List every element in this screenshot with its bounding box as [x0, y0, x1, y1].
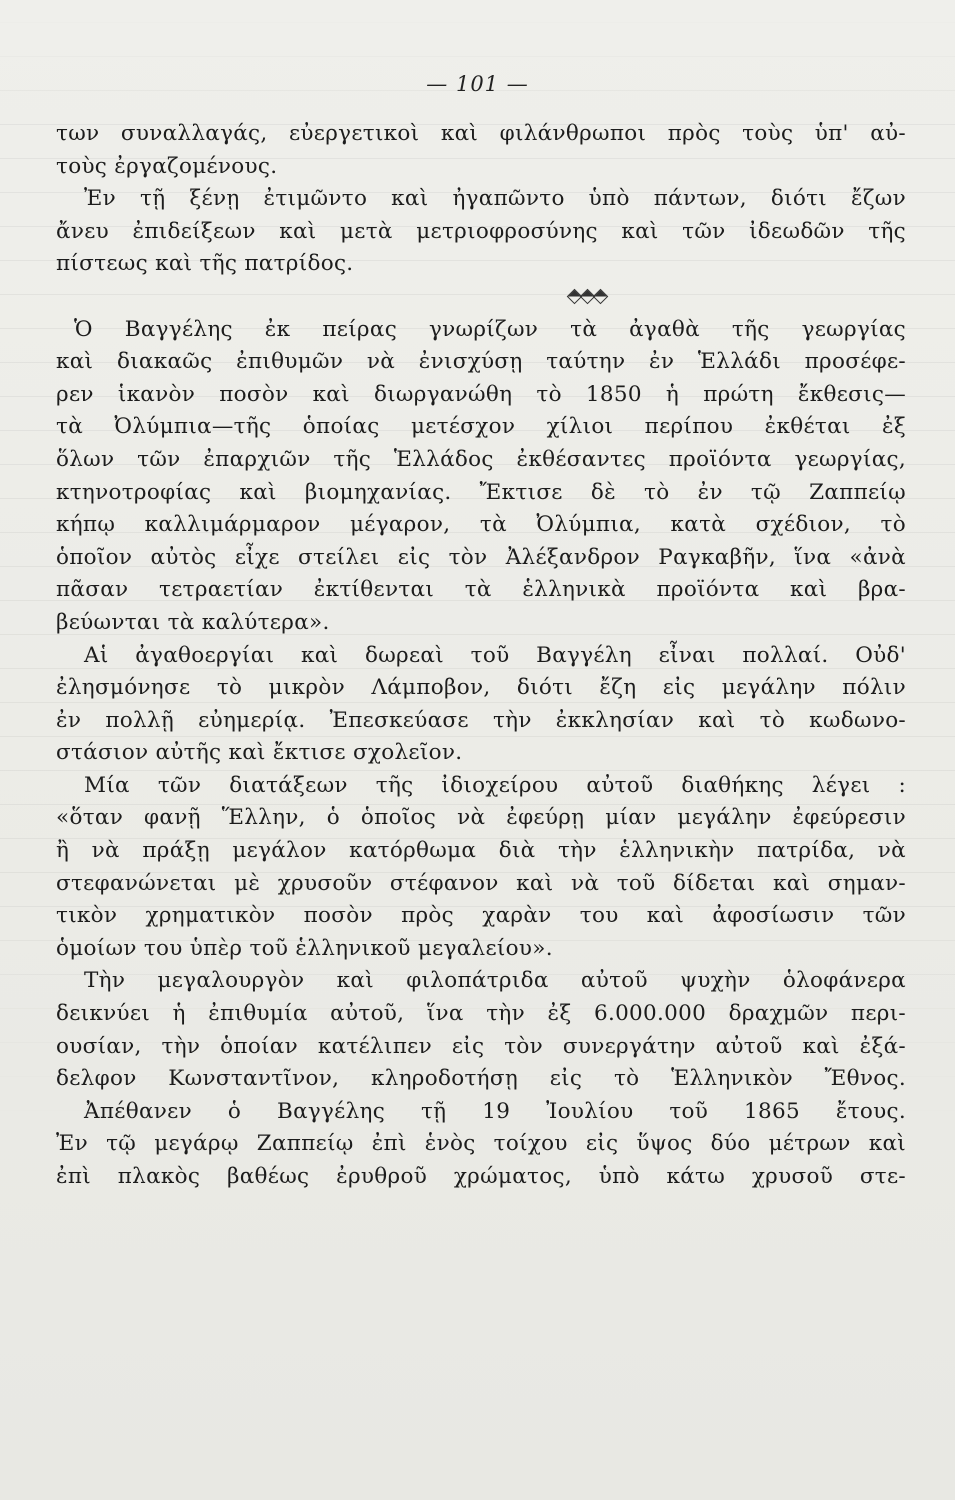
- text-line: «ὅταν φανῇ Ἕλλην, ὁ ὁποῖος νὰ ἐφεύρῃ μίαν μεγάλην ἐφεύρεσιν: [56, 805, 906, 831]
- text-line: των συναλλαγάς, εὐεργετικοὶ καὶ φιλάνθρωποι πρὸς τοὺς ὑπ' αὐ-: [56, 121, 906, 146]
- text-line: ουσίαν, τὴν ὁποίαν κατέλιπεν εἰς τὸν συνεργάτην αὐτοῦ καὶ ἐξά-: [56, 1033, 906, 1059]
- text-line: τικὸν χρηματικὸν ποσὸν πρὸς χαρὰν του καὶ ἀφοσίωσιν τῶν: [56, 903, 906, 929]
- text-line: κήπῳ καλλιμάρμαρον μέγαρον, τὰ Ὀλύμπια, κατὰ σχέδιον, τὸ: [56, 512, 906, 538]
- text-line: Ἐν τῷ μεγάρῳ Ζαππείῳ ἐπὶ ἑνὸς τοίχου εἰς ὕψος δύο μέτρων καὶ: [56, 1131, 906, 1157]
- text-line: δελφον Κωνσταντῖνον, κληροδοτήσῃ εἰς τὸ Ἑλληνικὸν Ἔθνος.: [56, 1066, 906, 1092]
- text-line: ἢ νὰ πράξῃ μεγάλον κατόρθωμα διὰ τὴν ἑλληνικὴν πατρίδα, νὰ: [56, 838, 906, 864]
- text-line: πᾶσαν τετραετίαν ἐκτίθενται τὰ ἑλληνικὰ προϊόντα καὶ βρα-: [56, 577, 906, 603]
- text-line: ρεν ἱκανὸν ποσὸν καὶ διωργανώθη τὸ 1850 ἡ πρώτη ἔκθεσις—: [56, 381, 906, 407]
- text-line: καὶ διακαῶς ἐπιθυμῶν νὰ ἐνισχύσῃ ταύτην ἐν Ἑλλάδι προσέφε-: [56, 349, 906, 375]
- diamond-ornament-icon: [569, 291, 606, 302]
- text-line: ἐπὶ πλακὸς βαθέως ἐρυθροῦ χρώματος, ὑπὸ κάτω χρυσοῦ στε-: [56, 1164, 906, 1189]
- body-text: [56, 118, 906, 1194]
- text-line: Αἱ ἀγαθοεργίαι καὶ δωρεαὶ τοῦ Βαγγέλη εἶναι πολλαί. Οὐδ': [84, 642, 906, 668]
- text-line: ὁμοίων του ὑπὲρ τοῦ ἑλληνικοῦ μεγαλείου».: [56, 935, 553, 961]
- text-line: ἐν πολλῇ εὐημερίᾳ. Ἐπεσκεύασε τὴν ἐκκλησίαν καὶ τὸ κωδωνο-: [56, 707, 906, 733]
- text-line: ἄνευ ἐπιδείξεων καὶ μετὰ μετριοφροσύνης καὶ τῶν ἰδεωδῶν τῆς: [56, 218, 906, 244]
- text-line: Ἐν τῇ ξένῃ ἐτιμῶντο καὶ ἠγαπῶντο ὑπὸ πάντων, διότι ἔζων: [84, 186, 906, 212]
- text-line: Μία τῶν διατάξεων τῆς ἰδιοχείρου αὐτοῦ διαθήκης λέγει :: [84, 772, 906, 798]
- text-line: Ὁ Βαγγέλης ἐκ πείρας γνωρίζων τὰ ἀγαθὰ τῆς γεωργίας: [74, 316, 906, 342]
- page-number: — 101 —: [426, 72, 529, 96]
- text-line: στεφανώνεται μὲ χρυσοῦν στέφανον καὶ νὰ τοῦ δίδεται καὶ σημαν-: [56, 870, 906, 896]
- text-line: Τὴν μεγαλουργὸν καὶ φιλοπάτριδα αὐτοῦ ψυχὴν ὁλοφάνερα: [84, 968, 906, 994]
- text-line: τὰ Ὀλύμπια—τῆς ὁποίας μετέσχον χίλιοι περίπου ἐκθέται ἐξ: [56, 414, 906, 440]
- text-line: πίστεως καὶ τῆς πατρίδος.: [56, 251, 354, 277]
- section-separator: [56, 281, 906, 314]
- text-line: κτηνοτροφίας καὶ βιομηχανίας. Ἔκτισε δὲ τὸ ἐν τῷ Ζαππείῳ: [56, 479, 906, 505]
- text-line: ἐλησμόνησε τὸ μικρὸν Λάμποβον, διότι ἔζη εἰς μεγάλην πόλιν: [56, 675, 906, 701]
- text-line: στάσιον αὐτῆς καὶ ἔκτισε σχολεῖον.: [56, 740, 463, 766]
- text-line: βεύωνται τὰ καλύτερα».: [56, 609, 330, 635]
- text-line: τοὺς ἐργαζομένους.: [56, 153, 278, 179]
- text-line: ὁποῖον αὐτὸς εἶχε στείλει εἰς τὸν Ἀλέξανδρον Ραγκαβῆν, ἵνα «ἀνὰ: [56, 544, 906, 570]
- text-line: δεικνύει ἡ ἐπιθυμία αὐτοῦ, ἵνα τὴν ἐξ 6.000.000 δραχμῶν περι-: [56, 1001, 906, 1027]
- text-line: Ἀπέθανεν ὁ Βαγγέλης τῇ 19 Ἰουλίου τοῦ 1865 ἔτους.: [84, 1098, 906, 1124]
- text-line: ὅλων τῶν ἐπαρχιῶν τῆς Ἑλλάδος ἐκθέσαντες προϊόντα γεωργίας,: [56, 446, 906, 472]
